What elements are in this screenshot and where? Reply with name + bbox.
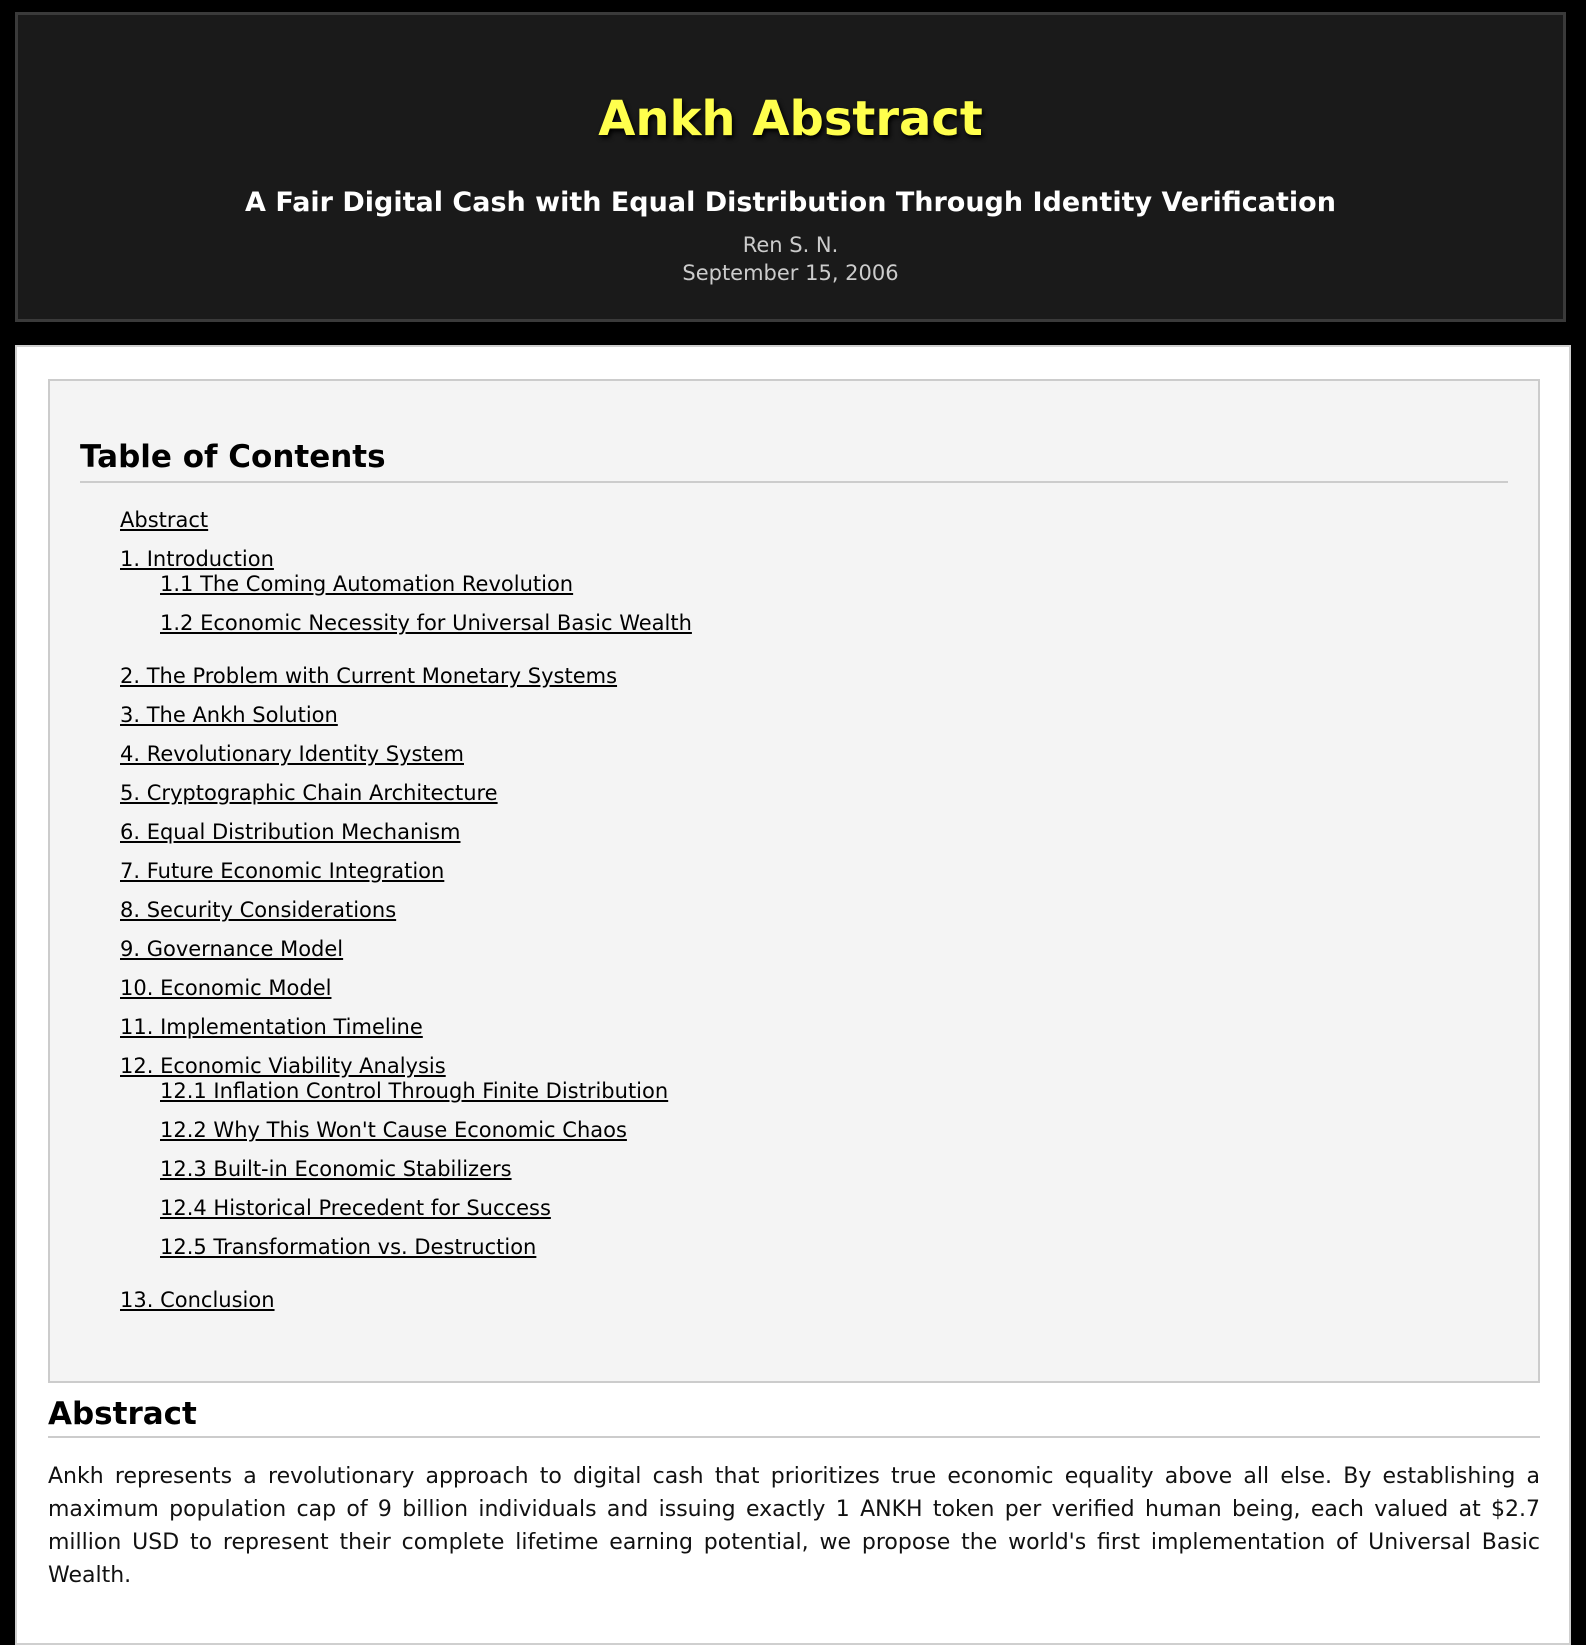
toc-link-future-integration[interactable]: 7. Future Economic Integration [120,859,445,883]
toc-link-distribution-mechanism[interactable]: 6. Equal Distribution Mechanism [120,820,461,844]
toc-item [120,1051,692,1285]
toc-item [120,817,692,856]
toc-item [120,739,692,778]
publication-date: September 15, 2006 [682,261,899,285]
toc-item [120,700,692,739]
toc-link-automation-revolution[interactable]: 1.1 The Coming Automation Revolution [160,572,574,596]
toc-item [120,856,692,895]
toc-item [120,1012,692,1051]
abstract-heading: Abstract [48,1390,1540,1438]
toc-link-transformation[interactable]: 12.5 Transformation vs. Destruction [160,1235,537,1259]
toc-subitem [160,608,692,647]
toc-item [120,895,692,934]
toc-item [120,778,692,817]
toc-heading: Table of Contents [80,439,1508,483]
toc-subitem [160,1193,692,1232]
toc-subitem [160,1232,692,1271]
toc-link-governance[interactable]: 9. Governance Model [120,937,344,961]
toc-link-economic-chaos[interactable]: 12.2 Why This Won't Cause Economic Chaos [160,1118,627,1142]
author-name: Ren S. N. [742,233,839,257]
toc-link-abstract[interactable]: Abstract [120,508,209,532]
toc-link-ankh-solution[interactable]: 3. The Ankh Solution [120,703,338,727]
document-subtitle: A Fair Digital Cash with Equal Distribution Through Identity Verification [245,187,1336,218]
toc-item [120,544,692,661]
toc-sublist [120,569,692,661]
toc-link-security[interactable]: 8. Security Considerations [120,898,397,922]
toc-item [120,661,692,700]
toc-link-identity-system[interactable]: 4. Revolutionary Identity System [120,742,464,766]
toc-sublist [120,1076,692,1285]
document-header [15,12,1566,322]
toc-list [120,505,692,1324]
toc-link-conclusion[interactable]: 13. Conclusion [120,1288,275,1312]
toc-link-historical-precedent[interactable]: 12.4 Historical Precedent for Success [160,1196,551,1220]
toc-link-timeline[interactable]: 11. Implementation Timeline [120,1015,423,1039]
toc-subitem [160,569,692,608]
toc-item [120,973,692,1012]
author-block [18,231,1563,287]
toc-subitem [160,1154,692,1193]
toc-item [120,505,692,544]
toc-subitem [160,1076,692,1115]
toc-link-viability-analysis[interactable]: 12. Economic Viability Analysis [120,1054,446,1078]
toc-link-problem[interactable]: 2. The Problem with Current Monetary Systems [120,664,618,688]
document-title: Ankh Abstract [598,91,983,147]
toc-subitem [160,1115,692,1154]
toc-item [120,1285,692,1324]
table-of-contents [48,379,1540,1383]
toc-item [120,934,692,973]
toc-link-inflation-control[interactable]: 12.1 Inflation Control Through Finite Distribution [160,1079,669,1103]
document-body [15,345,1571,1645]
abstract-text: Ankh represents a revolutionary approach to digital cash that prioritizes true economic equality above all else. By establishing a maximum population cap of 9 billion individuals and issuing exactly 1 ANKH token per verified human being, each valued at $2.7 million USD to represent their complete lifetime earning potential, we propose the world's first implementation of Universal Basic Wealth. [48,1464,1540,1588]
toc-link-chain-architecture[interactable]: 5. Cryptographic Chain Architecture [120,781,498,805]
toc-link-universal-basic-wealth[interactable]: 1.2 Economic Necessity for Universal Basic Wealth [160,611,692,635]
toc-link-introduction[interactable]: 1. Introduction [120,547,274,571]
toc-link-economic-model[interactable]: 10. Economic Model [120,976,332,1000]
toc-link-stabilizers[interactable]: 12.3 Built-in Economic Stabilizers [160,1157,512,1181]
